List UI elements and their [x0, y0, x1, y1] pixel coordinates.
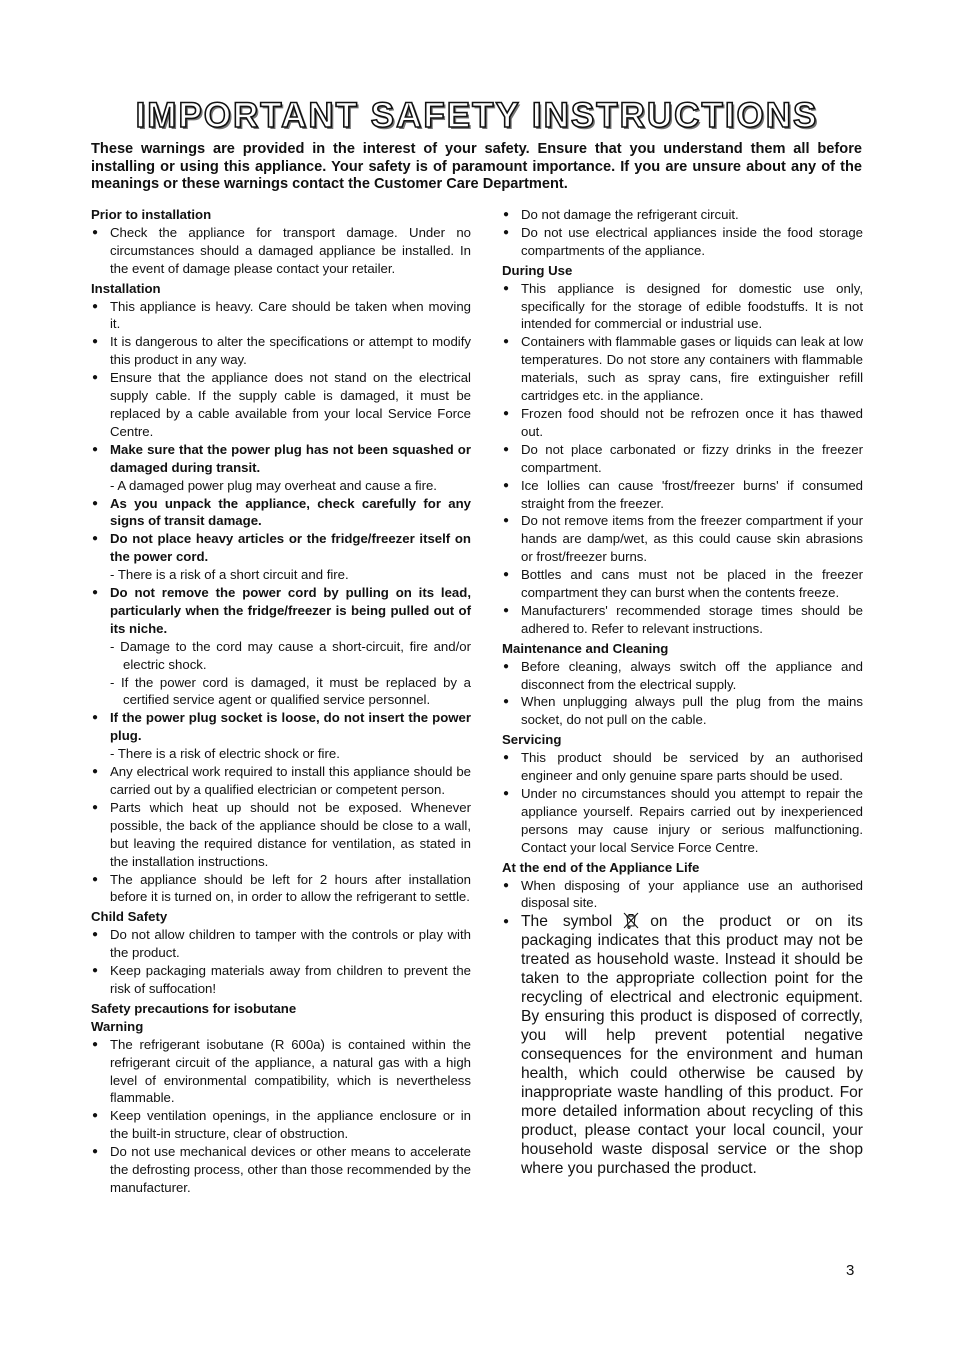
list-item [91, 441, 471, 495]
section-heading-child-safety: Child Safety [91, 909, 168, 925]
symbol-text-post: on the product or on its packaging indicates that this product may not be treated as household waste. Instead it should be taken to the appropriate collection point for the recycling of electrical and electronic equipment. By ensuring this product is disposed of correctly, you will help prevent potential negative consequences for the environment and human health, which could otherwise be caused by inappropriate waste handling of this product. For more detailed information about recycling of this product, please contact your local council, your household waste disposal service or the shop where you purchased the product. [521, 913, 863, 1178]
section-heading-installation: Installation [91, 280, 161, 296]
list-item: ● Manufacturers' recommended storage times should be adhered to. Refer to relevant instructions. [502, 602, 863, 638]
child-safety-list [91, 926, 471, 998]
list-item: ● Keep packaging materials away from children to prevent the risk of suffocation! [91, 962, 471, 998]
bold-warning: Do not place heavy articles or the fridge/freezer itself on the power cord. [110, 531, 471, 565]
bold-warning: Do not remove the power cord by pulling on its lead, particularly when the fridge/freezer is being pulled out of its niche. [110, 585, 471, 636]
sub-note: - If the power cord is damaged, it must be replaced by a certified service agent or qualified service personnel. [110, 674, 471, 708]
list-item: ● Do not allow children to tamper with the controls or play with the product. [91, 926, 471, 962]
list-item: ● Ensure that the appliance does not stand on the electrical supply cable. If the supply cable is damaged, it must be replaced by a cable available from your local Service Force Centre. [91, 369, 471, 441]
list-item: ● This appliance is designed for domestic use only, specifically for the storage of edible foodstuffs. It is not intended for commercial or industrial use. [502, 280, 863, 334]
sub-note: - A damaged power plug may overheat and cause a fire. [110, 477, 437, 493]
right-column [502, 206, 863, 1180]
section-heading-servicing: Servicing [502, 732, 562, 748]
list-item: ● This appliance is heavy. Care should be taken when moving it. [91, 298, 471, 334]
prior-list [91, 224, 471, 278]
bold-warning: Make sure that the power plug has not been squashed or damaged during transit. [110, 441, 471, 475]
list-item: ● Frozen food should not be refrozen once it has thawed out. [502, 405, 863, 441]
section-heading-maintenance: Maintenance and Cleaning [502, 640, 669, 656]
page-number: 3 [846, 1262, 855, 1279]
crossed-out-wheelie-bin-icon [622, 912, 640, 929]
list-item: ● Check the appliance for transport damage. Under no circumstances should a damaged appliance be installed. In the event of damage please contact your retailer. [91, 224, 471, 278]
servicing-list [502, 749, 863, 856]
isobutane-list [91, 1036, 471, 1197]
continued-list [502, 206, 863, 260]
list-item: ● Do not damage the refrigerant circuit. [502, 206, 863, 224]
sub-note: - Damage to the cord may cause a short-circuit, fire and/or electric shock. [110, 638, 471, 672]
list-item: ● Any electrical work required to install this appliance should be carried out by a qualified electrician or competent person. [91, 763, 471, 799]
list-item: ● Bottles and cans must not be placed in the freezer compartment they can burst when the contents freeze. [502, 566, 863, 602]
end-of-life-list [502, 877, 863, 1179]
list-item: ● Do not use mechanical devices or other means to accelerate the defrosting process, other than those recommended by the manufacturer. [91, 1143, 471, 1197]
section-heading-end-of-life: At the end of the Appliance Life [502, 859, 700, 875]
subheading-warning: Warning [91, 1018, 144, 1034]
list-item [91, 584, 471, 709]
list-item [91, 530, 471, 584]
section-heading-during-use: During Use [502, 262, 573, 278]
list-item: ● When unplugging always pull the plug from the mains socket, do not pull on the cable. [502, 693, 863, 729]
section-heading-isobutane: Safety precautions for isobutane [91, 1000, 297, 1016]
list-item: ● Parts which heat up should not be exposed. Whenever possible, the back of the appliance should be close to a wall, but leaving the required distance for ventilation, as stated in the installation instructions. [91, 799, 471, 871]
list-item: ● Keep ventilation openings, in the appliance enclosure or in the built-in structure, clear of obstruction. [91, 1107, 471, 1143]
list-item: ● Do not remove items from the freezer compartment if your hands are damp/wet, as this could cause skin abrasions or frost/freezer burns. [502, 512, 863, 566]
list-item: ● The appliance should be left for 2 hours after installation before it is turned on, in order to allow the refrigerant to settle. [91, 871, 471, 907]
list-item: ● Containers with flammable gases or liquids can leak at low temperatures. Do not store any containers with flammable materials, such as spray cans, fire extinguisher refill cartridges etc. in the appliance. [502, 333, 863, 405]
list-item [91, 495, 471, 531]
page-title: IMPORTANT SAFETY INSTRUCTIONS [135, 96, 819, 135]
list-item: ● The refrigerant isobutane (R 600a) is contained within the refrigerant circuit of the appliance, a natural gas with a high level of environmental compatibility, which is nevertheless flammable. [91, 1036, 471, 1108]
list-item: ● This product should be serviced by an authorised engineer and only genuine spare parts should be used. [502, 749, 863, 785]
left-column [91, 206, 471, 1199]
bold-warning: If the power plug socket is loose, do not insert the power plug. [110, 710, 471, 744]
list-item [91, 709, 471, 763]
section-heading-prior: Prior to installation [91, 207, 212, 222]
list-item: ● Ice lollies can cause 'frost/freezer burns' if consumed straight from the freezer. [502, 477, 863, 513]
list-item: ● Under no circumstances should you attempt to repair the appliance yourself. Repairs carried out by inexperienced persons may cause injury or serious malfunctioning. Contact your local Service Force Centre. [502, 785, 863, 857]
list-item: ● Before cleaning, always switch off the appliance and disconnect from the electrical supply. [502, 658, 863, 694]
intro-paragraph: These warnings are provided in the interest of your safety. Ensure that you understand them all before installing or using this appliance. Your safety is of paramount importance. If you are unsure about any of the meanings or these warnings contact the Customer Care Department. [91, 141, 862, 192]
list-item: ● Do not use electrical appliances inside the food storage compartments of the appliance. [502, 224, 863, 260]
list-item: ● It is dangerous to alter the specifications or attempt to modify this product in any way. [91, 333, 471, 369]
symbol-text-pre: The symbol [521, 913, 613, 931]
sub-note: - There is a risk of a short circuit and fire. [110, 567, 349, 583]
sub-note: - There is a risk of electric shock or fire. [110, 746, 340, 762]
list-item: ● When disposing of your appliance use an authorised disposal site. [502, 877, 863, 913]
during-use-list [502, 280, 863, 638]
installation-list [91, 298, 471, 907]
bold-warning: As you unpack the appliance, check carefully for any signs of transit damage. [110, 495, 471, 529]
list-item [502, 912, 863, 1178]
list-item: ● Do not place carbonated or fizzy drinks in the freezer compartment. [502, 441, 863, 477]
maintenance-list [502, 658, 863, 730]
